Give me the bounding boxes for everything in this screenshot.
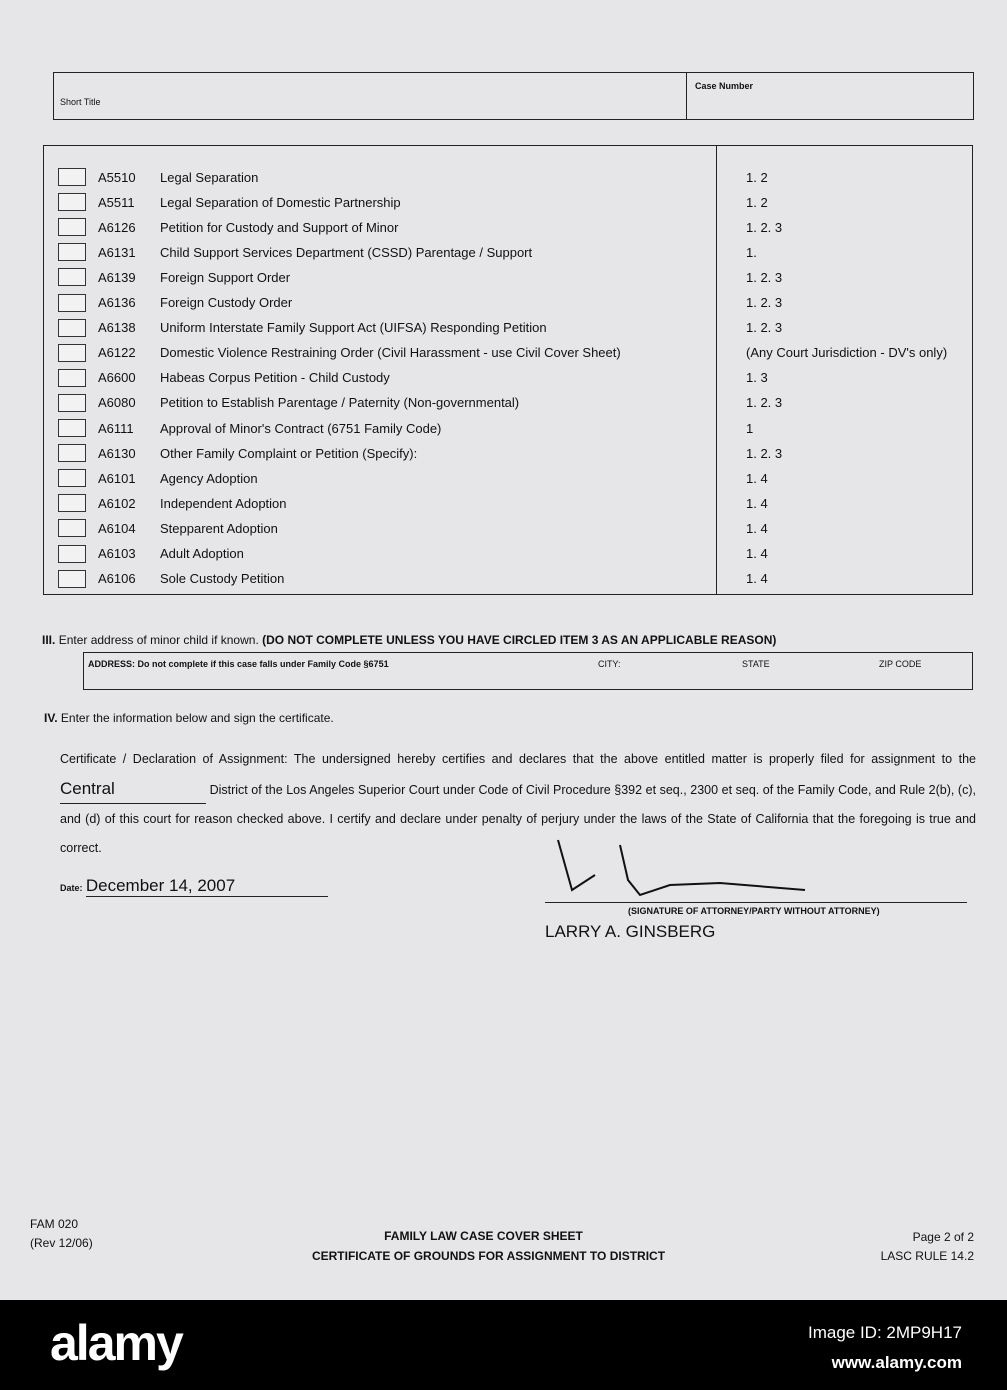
case-code: A5511 (98, 194, 135, 210)
form-id: FAM 020 (Rev 12/06) (30, 1217, 93, 1250)
applicable-reasons: 1. 4 (746, 495, 768, 511)
case-code: A6126 (98, 219, 136, 235)
case-number-field[interactable] (687, 73, 973, 119)
case-number-label: Case Number (695, 81, 754, 91)
row-checkbox[interactable] (58, 243, 86, 261)
case-code: A5510 (98, 169, 136, 185)
table-row (58, 543, 958, 565)
case-description: Foreign Support Order (160, 269, 291, 285)
applicable-reasons: 1. 2 (746, 194, 768, 210)
case-code: A6139 (98, 269, 136, 285)
state-label: STATE (742, 659, 770, 669)
case-code: A6122 (98, 345, 136, 361)
row-checkbox[interactable] (58, 168, 86, 186)
row-checkbox[interactable] (58, 294, 86, 312)
applicable-reasons: 1. 2. 3 (746, 445, 783, 461)
row-checkbox[interactable] (58, 394, 86, 412)
table-row (58, 417, 958, 439)
applicable-reasons: 1. 2 (746, 169, 768, 185)
row-checkbox[interactable] (58, 519, 86, 537)
applicable-reasons: 1. 2. 3 (746, 219, 783, 235)
city-label: CITY: (598, 659, 621, 669)
row-checkbox[interactable] (58, 444, 86, 462)
case-description: Legal Separation of Domestic Partnership (160, 194, 401, 210)
applicable-reasons: 1. (746, 244, 757, 260)
table-row (58, 317, 958, 339)
case-code: A6101 (98, 470, 136, 486)
row-checkbox[interactable] (58, 494, 86, 512)
short-title-label: Short Title (60, 97, 101, 107)
applicable-reasons: 1 (746, 420, 754, 436)
row-checkbox[interactable] (58, 319, 86, 337)
table-row (58, 266, 958, 288)
date-row: Date: December 14, 2007 (60, 876, 328, 897)
applicable-reasons: 1. 3 (746, 370, 768, 386)
case-code: A6131 (98, 244, 136, 260)
case-description: Other Family Complaint or Petition (Specify): (160, 445, 418, 461)
case-code: A6103 (98, 546, 136, 561)
zip-label: ZIP CODE (879, 659, 922, 669)
case-description: Adult Adoption (160, 546, 244, 561)
case-description: Child Support Services Department (CSSD) Parentage / Support (160, 244, 533, 260)
case-code: A6600 (98, 370, 136, 386)
case-code: A6130 (98, 445, 136, 461)
signature-scribble (550, 835, 820, 915)
case-code: A6104 (98, 520, 136, 536)
case-description: Independent Adoption (160, 495, 287, 511)
case-code: A6136 (98, 295, 136, 310)
case-description: Stepparent Adoption (160, 520, 278, 536)
table-row (58, 467, 958, 489)
row-checkbox[interactable] (58, 193, 86, 211)
case-code: A6138 (98, 320, 136, 336)
table-row (58, 392, 958, 414)
applicable-reasons: 1. 4 (746, 470, 768, 486)
row-checkbox[interactable] (58, 545, 86, 563)
row-checkbox[interactable] (58, 218, 86, 236)
date-field[interactable]: December 14, 2007 (86, 876, 328, 897)
district-field[interactable]: Central (60, 774, 206, 804)
applicable-reasons: 1. 4 (746, 571, 768, 587)
case-description: Legal Separation (160, 169, 259, 185)
case-code: A6106 (98, 571, 136, 587)
table-row (58, 442, 958, 464)
signer-name: LARRY A. GINSBERG (545, 922, 716, 941)
row-checkbox[interactable] (58, 469, 86, 487)
image-info: Image ID: 2MP9H17 www.alamy.com (807, 1323, 962, 1372)
row-checkbox[interactable] (58, 344, 86, 362)
applicable-reasons: 1. 4 (746, 520, 768, 536)
row-checkbox[interactable] (58, 369, 86, 387)
case-description: Sole Custody Petition (160, 571, 285, 587)
table-row (58, 241, 958, 263)
case-description: Uniform Interstate Family Support Act (UIFSA) Responding Petition (160, 320, 547, 336)
table-row (58, 216, 958, 238)
applicable-reasons: 1. 2. 3 (746, 295, 783, 310)
section-4-heading: IV. Enter the information below and sign the certificate. (44, 711, 334, 725)
alamy-logo: alamy (50, 1315, 182, 1371)
case-description: Habeas Corpus Petition - Child Custody (160, 370, 390, 386)
address-box[interactable] (83, 652, 973, 690)
table-row (58, 492, 958, 514)
case-code: A6111 (98, 420, 134, 436)
table-row (58, 342, 958, 364)
short-title-field[interactable] (54, 73, 687, 119)
table-row (58, 568, 958, 590)
row-checkbox[interactable] (58, 268, 86, 286)
form-title: FAMILY LAW CASE COVER SHEET CERTIFICATE OF GROUNDS FOR ASSIGNMENT TO DISTRICT (311, 1229, 666, 1263)
table-row (58, 166, 958, 188)
table-row (58, 517, 958, 539)
row-checkbox[interactable] (58, 419, 86, 437)
row-checkbox[interactable] (58, 570, 86, 588)
page-info: Page 2 of 2 LASC RULE 14.2 (880, 1230, 974, 1263)
case-description: Domestic Violence Restraining Order (Civil Harassment - use Civil Cover Sheet) (160, 345, 621, 361)
watermark-banner (0, 1300, 1007, 1390)
case-description: Foreign Custody Order (160, 295, 293, 310)
applicable-reasons: (Any Court Jurisdiction - DV's only) (746, 345, 948, 361)
applicable-reasons: 1. 4 (746, 546, 768, 561)
case-code: A6102 (98, 495, 136, 511)
signature-line (545, 902, 967, 903)
applicable-reasons: 1. 2. 3 (746, 269, 783, 285)
case-description: Petition for Custody and Support of Minor (160, 219, 399, 235)
certificate-text: Certificate / Declaration of Assignment: The undersigned hereby certifies and declares that the above entitled matter is properly filed for assignment to the Central District of the Los Angeles Superior Court under Code of Civil Procedure §392 et seq., 2300 et seq. of the Family Code, and Rule 2(b), (c), and (d) of this court for reason checked above. I certify and declare under penalty of perjury under the laws of the State of California that the foregoing is true and correct. (60, 752, 976, 855)
case-description: Petition to Establish Parentage / Paternity (Non-governmental) (160, 395, 520, 411)
applicable-reasons: 1. 2. 3 (746, 395, 783, 411)
signature-label: (SIGNATURE OF ATTORNEY/PARTY WITHOUT ATTORNEY) (628, 906, 880, 916)
section-3-heading: III. Enter address of minor child if known. (DO NOT COMPLETE UNLESS YOU HAVE CIRCLED ITEM 3 AS AN APPLICABLE REASON) (42, 633, 777, 647)
table-row (58, 292, 958, 314)
case-description: Agency Adoption (160, 470, 258, 486)
address-label: ADDRESS: Do not complete if this case falls under Family Code §6751 (88, 659, 389, 669)
table-row (58, 191, 958, 213)
case-description: Approval of Minor's Contract (6751 Family Code) (160, 420, 442, 436)
case-code: A6080 (98, 395, 136, 411)
case-header (53, 72, 974, 120)
applicable-reasons: 1. 2. 3 (746, 320, 783, 336)
table-row (58, 367, 958, 389)
case-type-table (43, 145, 973, 595)
